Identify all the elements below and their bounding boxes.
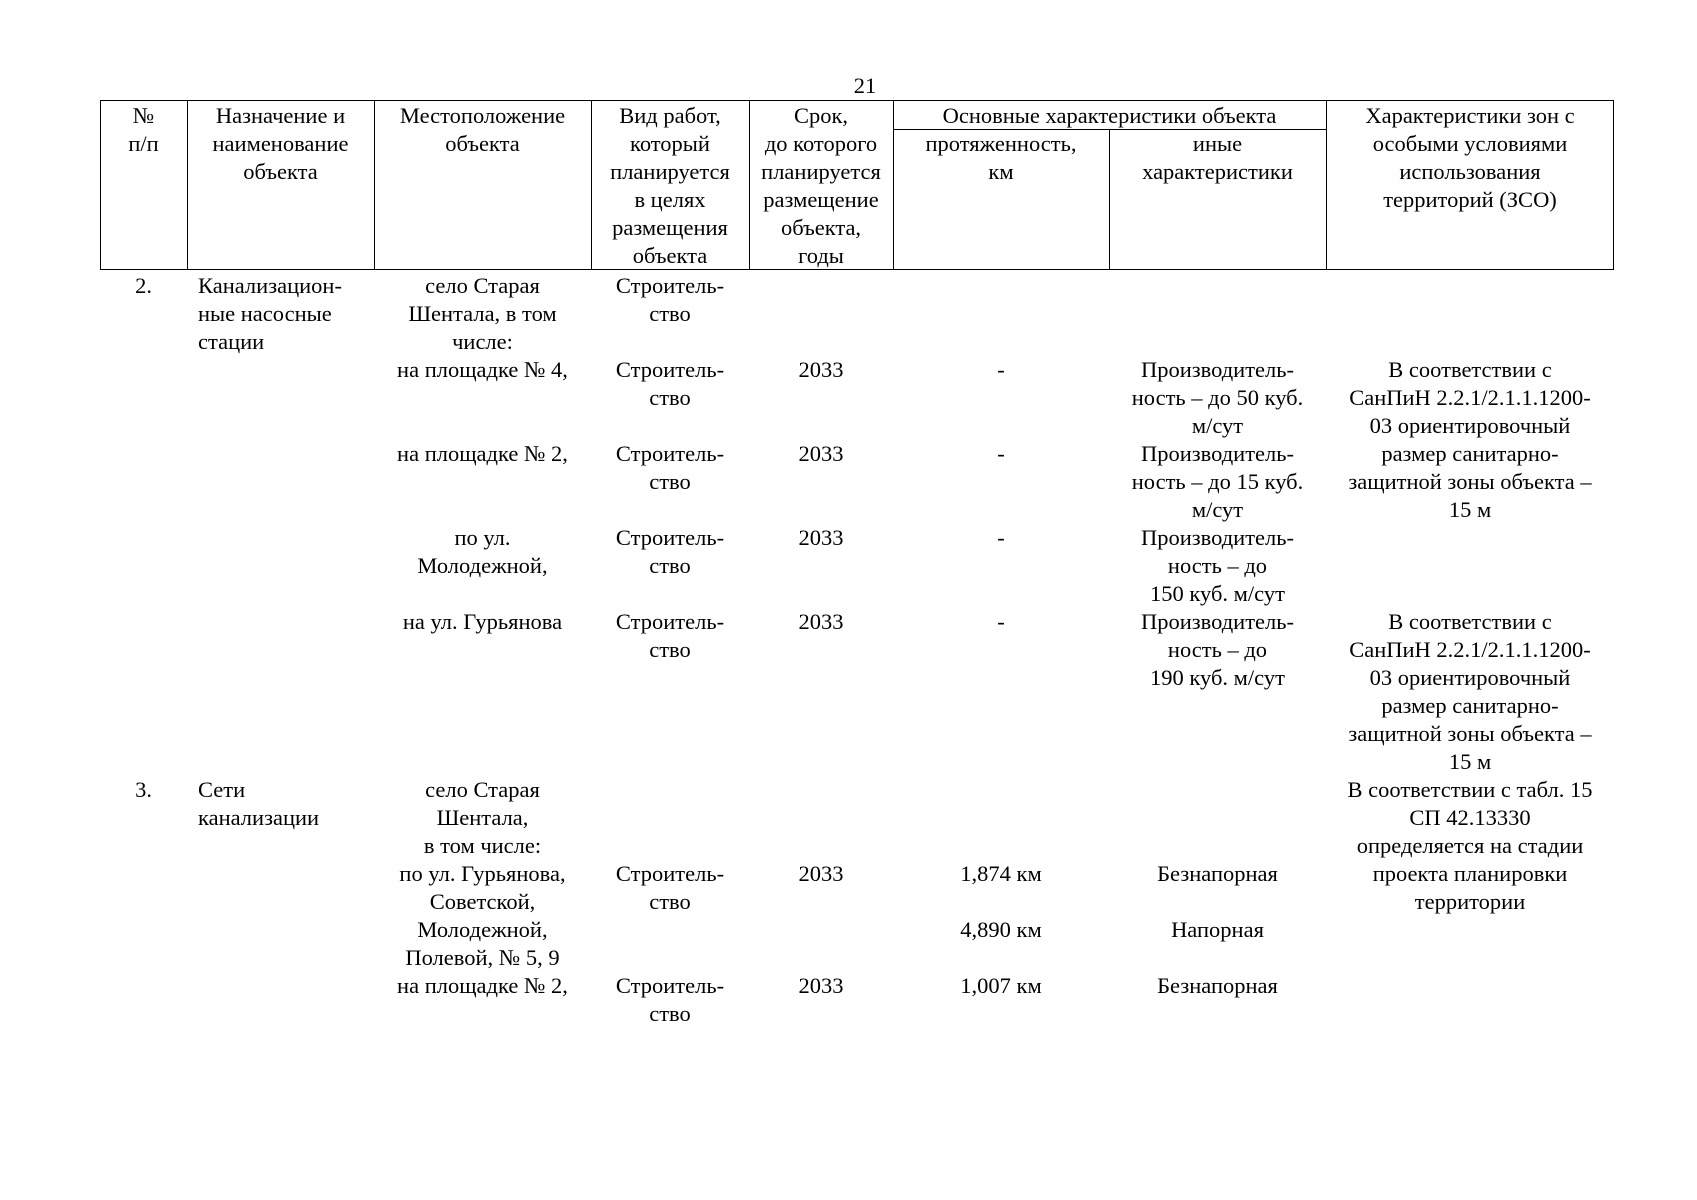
length-value: 4,890 км	[960, 917, 1042, 942]
object-location: на ул. Гурьянова	[402, 609, 563, 634]
header-term: Срок, до которого планируется размещение объекта, годы	[761, 103, 881, 268]
object-location: по ул. Молодежной,	[417, 525, 548, 578]
header-purpose: Назначение и наименование объекта	[212, 103, 349, 184]
work-type: Строитель- ство	[615, 273, 725, 326]
object-location: на площадке № 2,	[397, 973, 568, 998]
other-characteristics: Безнапорная	[1157, 861, 1278, 886]
object-location: на площадке № 2,	[397, 441, 568, 466]
work-type: Строитель- ство	[615, 973, 725, 1026]
work-type: Строитель- ство	[615, 357, 725, 410]
header-main-characteristics: Основные характеристики объекта	[942, 103, 1277, 128]
term-year: 2033	[798, 973, 844, 998]
work-type: Строитель- ство	[615, 525, 725, 578]
other-characteristics: Безнапорная	[1157, 973, 1278, 998]
header-work-type: Вид работ, который планируется в целях размещения объекта	[610, 103, 730, 268]
other-characteristics: Напорная	[1171, 917, 1264, 942]
work-type: Строитель- ство	[615, 609, 725, 662]
length-value: -	[997, 441, 1005, 466]
term-year: 2033	[798, 525, 844, 550]
other-characteristics: Производитель- ность – до 15 куб. м/сут	[1131, 441, 1304, 522]
term-year: 2033	[798, 357, 844, 382]
other-characteristics: Производитель- ность – до 50 куб. м/сут	[1131, 357, 1304, 438]
object-location: село Старая Шентала, в том числе:	[423, 777, 542, 858]
length-value: 1,874 км	[960, 861, 1042, 886]
length-value: -	[997, 525, 1005, 550]
object-name: Канализацион- ные насосные стации	[198, 273, 342, 354]
header-other-characteristics: иные характеристики	[1142, 131, 1293, 184]
row-number: 2.	[135, 273, 152, 298]
header-zones: Характеристики зон с особыми условиями использования территорий (ЗСО)	[1365, 103, 1575, 212]
term-year: 2033	[798, 441, 844, 466]
object-location: на площадке № 4,	[397, 357, 568, 382]
page-number: 21	[853, 73, 877, 98]
zone-characteristics: В соответствии с СанПиН 2.2.1/2.1.1.1200- 03 ориентировочный размер санитарно- защитной зоны объекта – 15 м	[1348, 357, 1592, 522]
other-characteristics: Производитель- ность – до 150 куб. м/сут	[1140, 525, 1295, 606]
header-length: протяженность, км	[925, 131, 1077, 184]
header-location: Местоположение объекта	[399, 103, 566, 156]
length-value: -	[997, 609, 1005, 634]
header-num: № п/п	[128, 103, 159, 156]
work-type: Строитель- ство	[615, 441, 725, 494]
work-type: Строитель- ство	[615, 861, 725, 914]
object-name: Сети канализации	[198, 777, 320, 830]
length-value: 1,007 км	[960, 973, 1042, 998]
row-number: 3.	[135, 777, 152, 802]
object-location: село Старая Шентала, в том числе:	[408, 273, 557, 354]
term-year: 2033	[798, 609, 844, 634]
object-location: по ул. Гурьянова, Советской, Молодежной, Полевой, № 5, 9	[399, 861, 566, 970]
term-year: 2033	[798, 861, 844, 886]
zone-characteristics: В соответствии с табл. 15 СП 42.13330 определяется на стадии проекта планировки территории	[1347, 777, 1593, 914]
zone-characteristics: В соответствии с СанПиН 2.2.1/2.1.1.1200- 03 ориентировочный размер санитарно- защитной зоны объекта – 15 м	[1348, 609, 1592, 774]
length-value: -	[997, 357, 1005, 382]
other-characteristics: Производитель- ность – до 190 куб. м/сут	[1140, 609, 1295, 690]
